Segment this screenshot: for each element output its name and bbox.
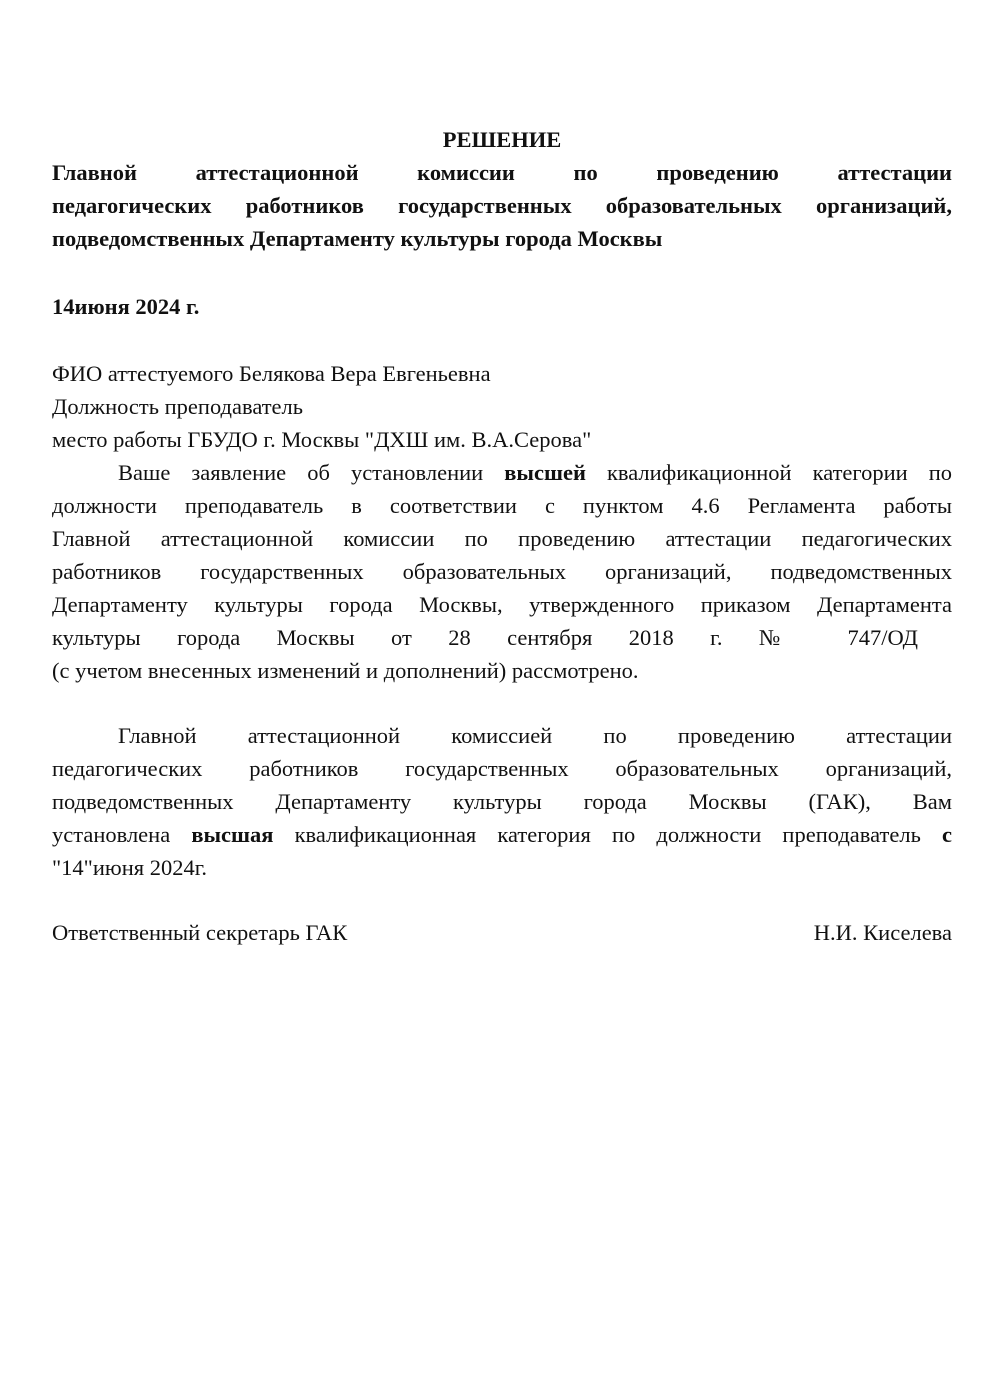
paragraph1-line: должности преподаватель в соответствии с пунктом 4.6 Регламента работы xyxy=(52,493,952,518)
paragraph2-line-2: педагогических работников государственных образовательных организаций, xyxy=(52,756,952,781)
paragraph-application xyxy=(52,456,952,687)
paragraph2-text: установлена xyxy=(52,822,192,847)
subtitle-line-2: педагогических работников государственных образовательных организаций, xyxy=(52,193,952,218)
paragraph1-line-1 xyxy=(52,456,952,489)
paragraph2-line-4 xyxy=(52,818,952,851)
signature-block xyxy=(52,916,952,949)
fio-line: ФИО аттестуемого Белякова Вера Евгеньевна xyxy=(52,361,491,386)
position-line: Должность преподаватель xyxy=(52,394,304,419)
paragraph1-line: работников государственных образовательных организаций, подведомственных xyxy=(52,559,952,584)
paragraph1-text: квалификационной категории по xyxy=(585,460,952,485)
subtitle-line-1: Главной аттестационной комиссии по проведению аттестации xyxy=(52,160,952,185)
paragraph-decision xyxy=(52,719,952,884)
category-highest-bold: высшая xyxy=(191,822,274,847)
paragraph1-line: Главной аттестационной комиссии по проведению аттестации педагогических xyxy=(52,526,952,551)
document-subtitle xyxy=(52,156,952,255)
paragraph1-last-line: (с учетом внесенных изменений и дополнений) рассмотрено. xyxy=(52,658,639,683)
paragraph2-line-3: подведомственных Департаменту культуры города Москвы (ГАК), Вам xyxy=(52,789,952,814)
paragraph2-last-line: "14"июня 2024г. xyxy=(52,855,208,880)
paragraph2-line-1: Главной аттестационной комиссией по проведению аттестации xyxy=(118,723,952,748)
paragraph1-text: Ваше заявление об установлении xyxy=(118,460,505,485)
decision-date: 14июня 2024 г. xyxy=(52,294,200,319)
signature-name: Н.И. Киселева xyxy=(813,920,952,945)
paragraph1-line: культуры города Москвы от 28 сентября 2018 г. № 747/ОД xyxy=(52,625,918,650)
from-bold: с xyxy=(941,822,952,847)
workplace-line: место работы ГБУДО г. Москвы "ДХШ им. В.А.Серова" xyxy=(52,427,592,452)
document-title: РЕШЕНИЕ xyxy=(442,127,562,152)
paragraph1-line: Департаменту культуры города Москвы, утвержденного приказом Департамента xyxy=(52,592,952,617)
document-page xyxy=(52,120,952,949)
category-highest-bold: высшей xyxy=(504,460,586,485)
attestee-info xyxy=(52,357,952,456)
signature-role: Ответственный секретарь ГАК xyxy=(52,920,348,945)
subtitle-line-3: подведомственных Департаменту культуры города Москвы xyxy=(52,226,663,251)
paragraph2-text: квалификационная категория по должности преподаватель xyxy=(273,822,942,847)
